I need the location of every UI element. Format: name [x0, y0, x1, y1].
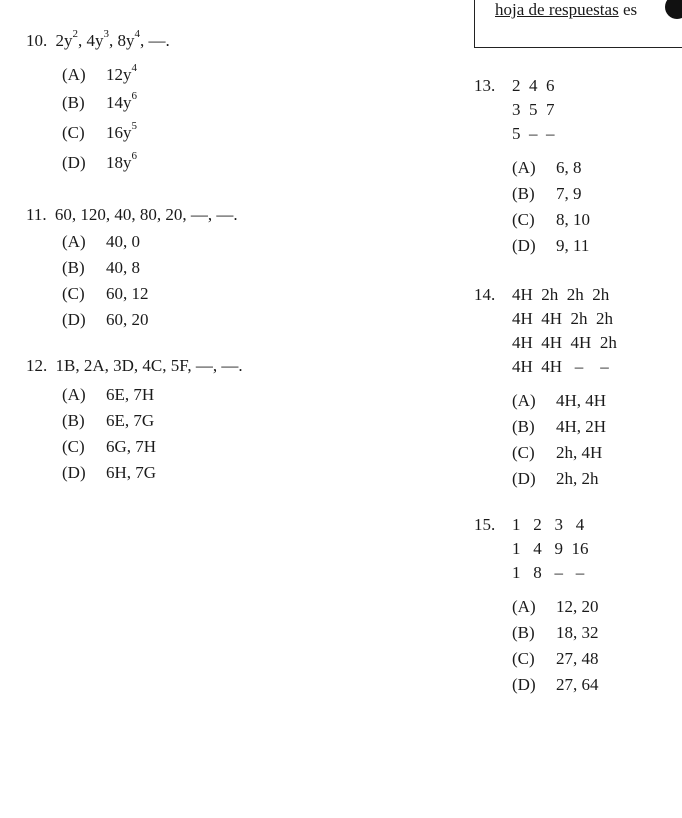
- question-13-number: 13.: [474, 76, 496, 95]
- option-15c[interactable]: (C) 27, 48: [512, 649, 599, 668]
- option-14c[interactable]: (C) 2h, 4H: [512, 443, 603, 462]
- option-10a[interactable]: (A) $12y^4$: [62, 62, 137, 84]
- question-13-row: 5 – –: [512, 124, 555, 143]
- option-10c[interactable]: (C) $16y^5$: [62, 120, 137, 142]
- instruction-suffix: es: [622, 0, 638, 19]
- option-11a[interactable]: (A) 40, 0: [62, 232, 140, 251]
- option-14a[interactable]: (A) 4H, 4H: [512, 391, 607, 410]
- option-14d[interactable]: (D) 2h, 2h: [512, 469, 599, 488]
- question-text: $2y^2$, $4y^3$, $8y^4$, —.: [55, 28, 170, 50]
- option-13b[interactable]: (B) 7, 9: [512, 184, 582, 203]
- option-12c[interactable]: (C) 6G, 7H: [62, 437, 157, 456]
- instruction-note: [495, 1, 637, 18]
- question-14-row: 4H 2h 2h 2h: [512, 285, 610, 304]
- question-12: [26, 357, 243, 374]
- question-14-number: 14.: [474, 285, 496, 304]
- option-15d[interactable]: (D) 27, 64: [512, 675, 599, 694]
- option-12b[interactable]: (B) 6E, 7G: [62, 411, 155, 430]
- option-15b[interactable]: (B) 18, 32: [512, 623, 599, 642]
- question-15-row: 1 8 – –: [512, 563, 585, 582]
- option-13d[interactable]: (D) 9, 11: [512, 236, 590, 255]
- question-14-row: 4H 4H 4H 2h: [512, 333, 617, 352]
- option-15a[interactable]: (A) 12, 20: [512, 597, 599, 616]
- option-12a[interactable]: (A) 6E, 7H: [62, 385, 155, 404]
- question-11: [26, 206, 238, 223]
- option-10b[interactable]: (B) $14y^6$: [62, 90, 137, 112]
- question-text: 60, 120, 40, 80, 20, —, —.: [54, 205, 238, 224]
- question-13-row: 3 5 7: [512, 100, 555, 119]
- question-number: 12.: [26, 356, 48, 375]
- option-11d[interactable]: (D) 60, 20: [62, 310, 149, 329]
- question-15-number: 15.: [474, 515, 496, 534]
- option-11c[interactable]: (C) 60, 12: [62, 284, 149, 303]
- question-text: 1B, 2A, 3D, 4C, 5F, —, —.: [55, 356, 243, 375]
- question-13-row: 2 4 6: [512, 76, 555, 95]
- question-15-row: 1 4 9 16: [512, 539, 589, 558]
- question-number: 10.: [26, 31, 48, 50]
- filled-bubble-icon: [665, 0, 682, 19]
- question-14-row: 4H 4H – –: [512, 357, 609, 376]
- option-12d[interactable]: (D) 6H, 7G: [62, 463, 157, 482]
- answer-sheet-link-text: hoja de respuestas: [495, 0, 619, 19]
- option-14b[interactable]: (B) 4H, 2H: [512, 417, 607, 436]
- question-10: [26, 28, 170, 50]
- option-13c[interactable]: (C) 8, 10: [512, 210, 590, 229]
- option-10d[interactable]: (D) $18y^6$: [62, 150, 137, 172]
- option-11b[interactable]: (B) 40, 8: [62, 258, 140, 277]
- question-14-row: 4H 4H 2h 2h: [512, 309, 614, 328]
- instruction-box: [474, 0, 682, 48]
- question-number: 11.: [26, 205, 47, 224]
- option-13a[interactable]: (A) 6, 8: [512, 158, 582, 177]
- question-15-row: 1 2 3 4: [512, 515, 585, 534]
